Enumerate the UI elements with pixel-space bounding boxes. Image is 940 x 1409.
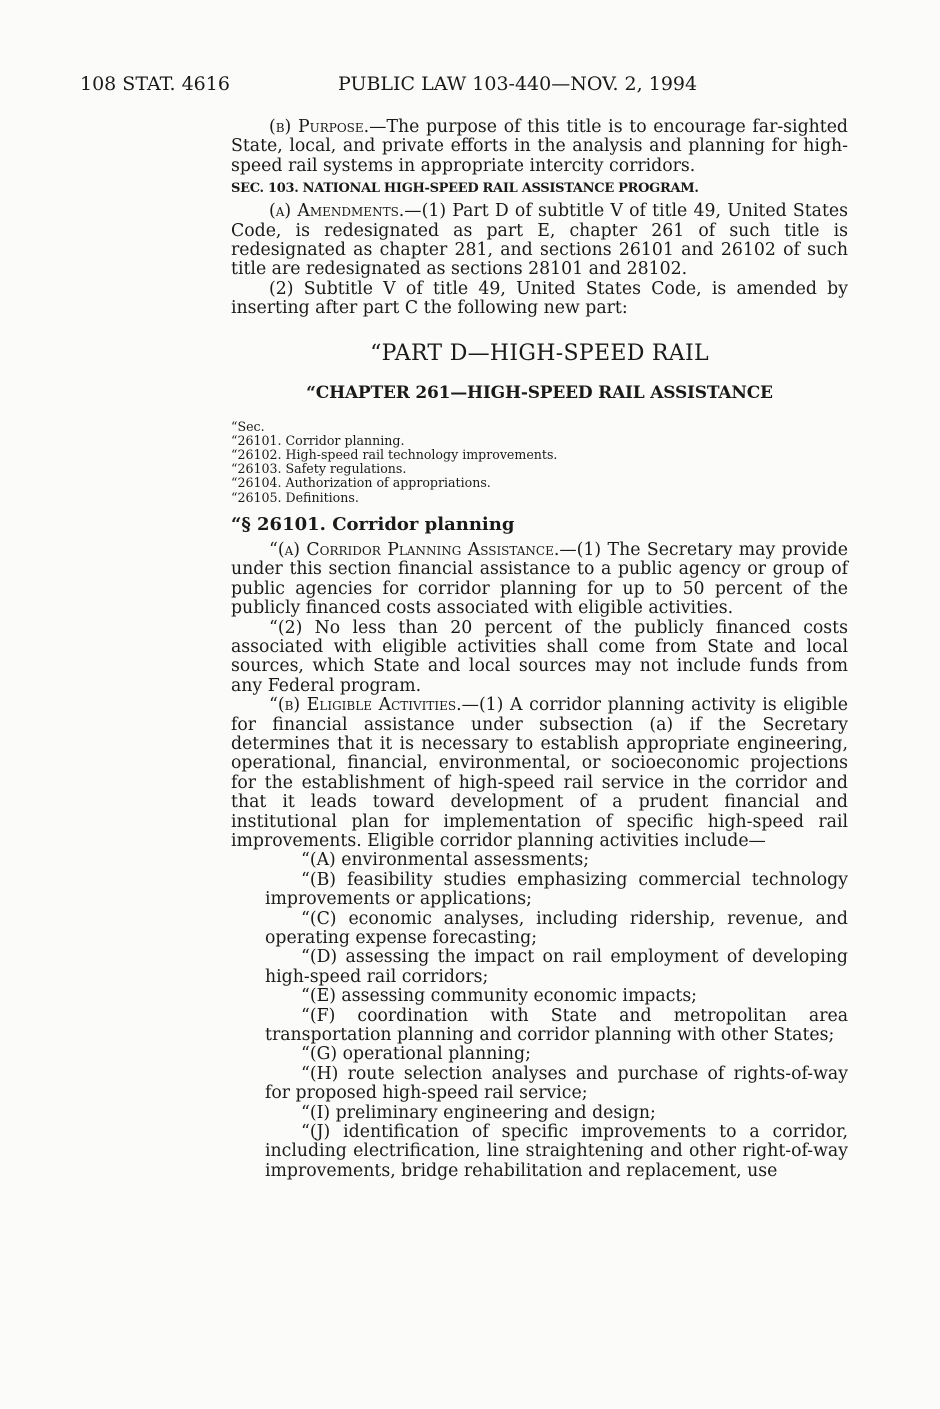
subsection-b-paragraph [231, 696, 848, 851]
list-item: “(G) operational planning; [301, 1044, 531, 1065]
amendments-label: (a) Amendments.— [269, 201, 422, 222]
section-26101-heading: “§ 26101. Corridor planning [231, 513, 515, 535]
toc-item: “26104. Authorization of appropriations. [231, 475, 491, 491]
purpose-paragraph [231, 118, 848, 176]
list-item: “(H) route selection analyses and purchase of rights-of-way for proposed high-speed rail service; [265, 1063, 848, 1104]
list-item: “(E) assessing community economic impacts; [301, 986, 698, 1007]
subsection-a-text: (1) The Secretary may provide under this section financial assistance to a public agency or group of public agencies for corridor planning for up to 50 percent of the publicly financed costs associated with eligible activities. [231, 539, 848, 619]
toc-item: “26102. High-speed rail technology improvements. [231, 447, 558, 463]
list-item: “(J) identification of specific improvements to a corridor, including electrification, line straightening and other right-of-way improvements, bridge rehabilitation and replacement, use [265, 1122, 848, 1181]
toc-item: “26105. Definitions. [231, 489, 359, 505]
amendments-paragraph-2: (2) Subtitle V of title 49, United States Code, is amended by inserting after part C the following new part: [231, 278, 848, 319]
subsection-b-text: (1) A corridor planning activity is eligible for financial assistance under subsection (a) if the Secretary determines that it is necessary to establish appropriate engineering, operational, financial, environmental, or socioeconomic projections for the establishment of high-speed rail service in the corridor and that it leads toward development of a prudent financial and institutional plan for implementation of specific high-speed rail improvements. Eligible corridor planning activities include— [231, 695, 848, 851]
statute-page-number: 108 STAT. 4616 [80, 73, 230, 95]
list-item: “(D) assessing the impact on rail employment of developing high-speed rail corridors; [265, 947, 848, 987]
amendments-text: (1) Part D of subtitle V of title 49, United States Code, is redesignated as part E, chapter 261 of such title is redesignated as chapter 281, and sections 26101 and 26102 of such title are redesignated as sections 28101 and 28102. [231, 201, 849, 280]
amendments-paragraph [231, 202, 848, 280]
document-body [231, 118, 848, 1181]
toc-sec-label: “Sec. [231, 418, 265, 434]
table-of-sections [231, 420, 848, 505]
purpose-text: The purpose of this title is to encourage far-sighted State, local, and private efforts in the analysis and planning for high-speed rail systems in appropriate intercity corridors. [231, 117, 848, 176]
subsection-a-label: “(a) Corridor Planning Assistance.— [269, 539, 577, 560]
subsection-b-label: “(b) Eligible Activities.— [269, 695, 479, 716]
list-item: “(C) economic analyses, including ridership, revenue, and operating expense forecasting; [265, 908, 848, 948]
list-item: “(F) coordination with State and metropolitan area transportation planning and corridor planning with other States; [265, 1005, 848, 1046]
list-item: “(I) preliminary engineering and design; [301, 1102, 656, 1123]
toc-item: “26101. Corridor planning. [231, 432, 405, 448]
part-title: “PART D—HIGH-SPEED RAIL [370, 340, 709, 366]
subsection-a-paragraph-2: “(2) No less than 20 percent of the publicly financed costs associated with eligible activities shall come from State and local sources, which State and local sources may not include funds from any Federal program. [231, 617, 848, 696]
chapter-title: “CHAPTER 261—HIGH-SPEED RAIL ASSISTANCE [306, 382, 773, 403]
subsection-a-paragraph [231, 541, 848, 619]
list-item: “(A) environmental assessments; [301, 850, 590, 871]
purpose-label: (b) Purpose.— [269, 117, 387, 137]
list-item: “(B) feasibility studies emphasizing commercial technology improvements or applications; [265, 869, 848, 910]
toc-item: “26103. Safety regulations. [231, 461, 407, 477]
public-law-title: PUBLIC LAW 103-440—NOV. 2, 1994 [338, 73, 698, 95]
section-103-heading: SEC. 103. NATIONAL HIGH-SPEED RAIL ASSISTANCE PROGRAM. [231, 181, 699, 197]
